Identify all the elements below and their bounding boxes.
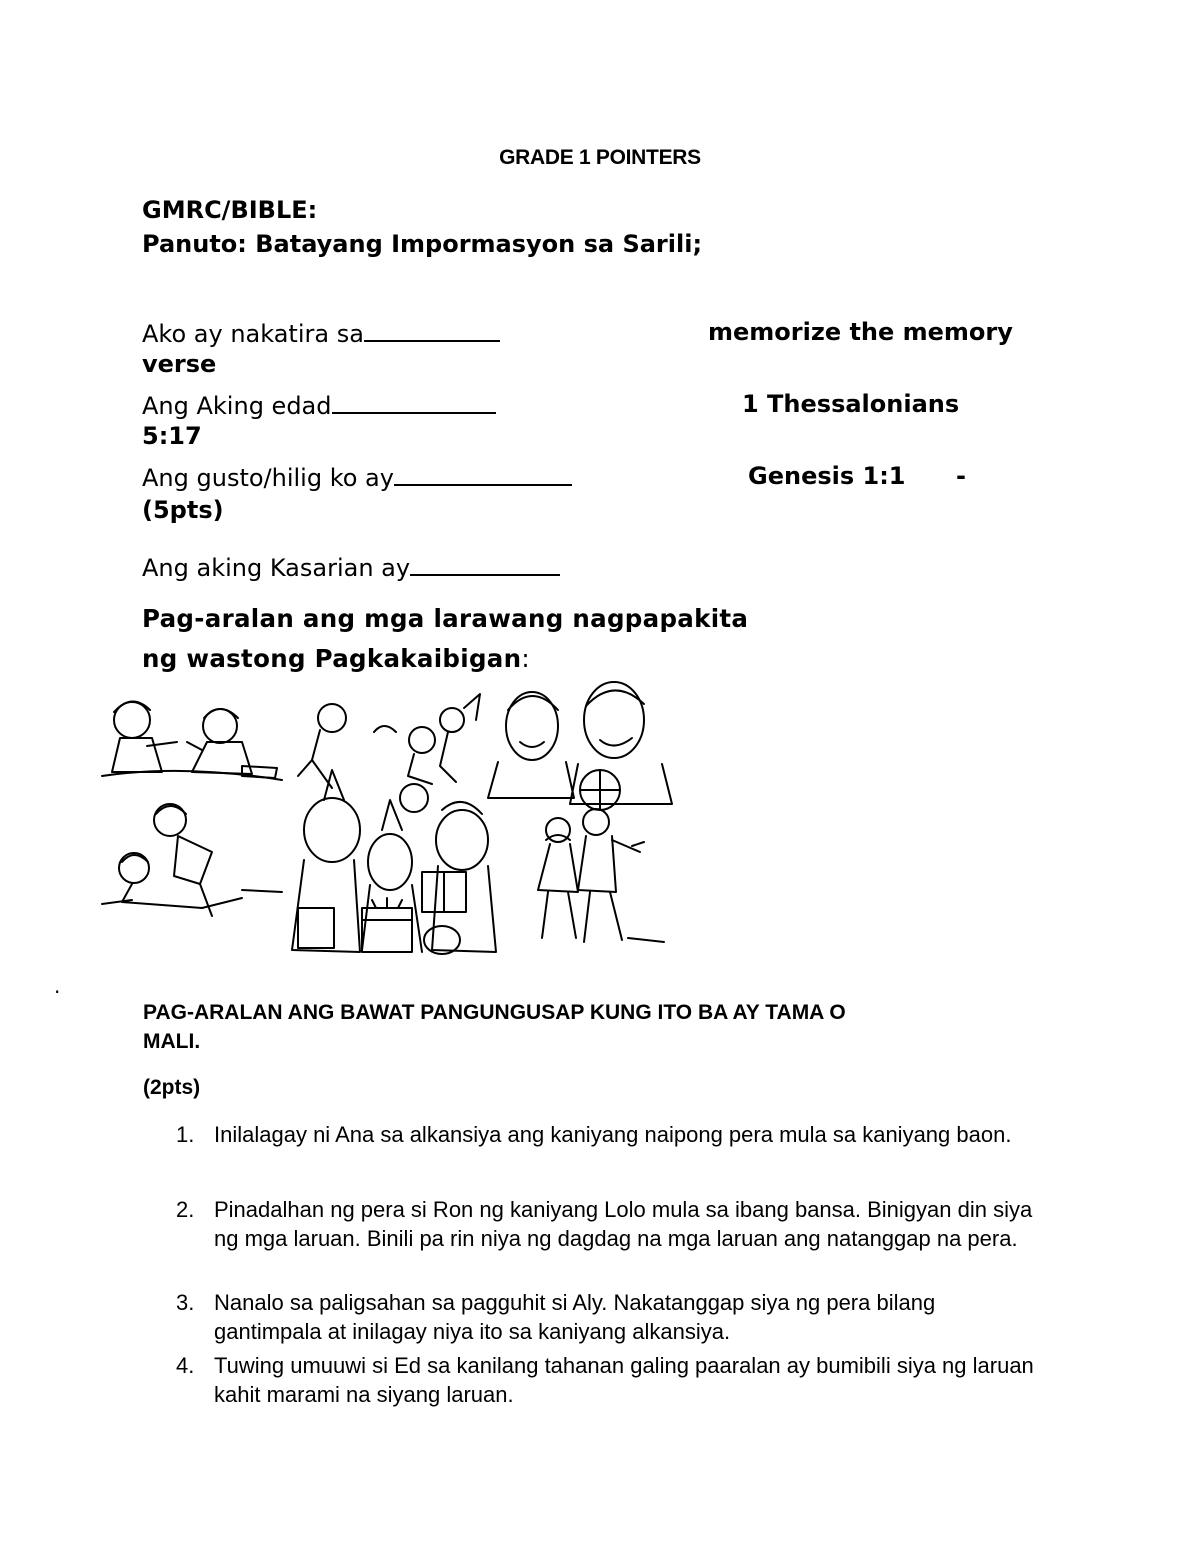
field-label: Ang aking Kasarian ay <box>142 554 411 582</box>
answer-blank[interactable] <box>332 390 496 414</box>
study-heading-colon: : <box>521 644 530 673</box>
field-gender <box>142 552 560 582</box>
section-heading: GMRC/BIBLE: <box>142 196 318 224</box>
item-number: 4. <box>176 1353 195 1378</box>
memory-line3a: Genesis 1:1 <box>748 462 906 490</box>
item-text: Nanalo sa paligsahan sa pagguhit si Aly. Nakatanggap siya ng pera bilang gantimpala at inilagay niya ito sa kaniyang alkansiya. <box>214 1290 936 1344</box>
memory-line2b: 5:17 <box>142 422 202 450</box>
field-label: Ang Aking edad <box>142 392 332 420</box>
item-number: 1. <box>176 1122 195 1147</box>
stray-dot: . <box>54 974 61 998</box>
instruction-heading: Panuto: Batayang Impormasyon sa Sarili; <box>142 230 703 258</box>
list-item <box>176 1195 1076 1285</box>
field-age <box>142 390 496 420</box>
friends-walking-icon <box>538 809 664 942</box>
field-label: Ako ay nakatira sa <box>142 320 364 348</box>
answer-blank[interactable] <box>364 318 500 342</box>
boys-smiling-ball-icon <box>488 682 672 810</box>
study-heading-text: ng wastong Pagkakaibigan <box>142 644 522 673</box>
page-title: GRADE 1 POINTERS <box>499 146 701 169</box>
study-heading-line1: Pag-aralan ang mga larawang nagpapakita <box>142 604 749 633</box>
answer-blank[interactable] <box>410 552 560 576</box>
answer-blank[interactable] <box>394 462 572 486</box>
memory-dash: - <box>956 462 966 490</box>
tama-heading-line2: MALI. <box>143 1030 201 1053</box>
points-label: (2pts) <box>143 1076 201 1099</box>
field-hobby <box>142 462 572 492</box>
list-item <box>176 1351 1076 1411</box>
item-number: 3. <box>176 1290 195 1315</box>
study-heading-line2 <box>142 644 530 673</box>
tama-heading-line1: PAG-ARALAN ANG BAWAT PANGUNGUSAP KUNG ITO BA AY TAMA O <box>143 1001 846 1024</box>
item-text: Tuwing umuuwi si Ed sa kanilang tahanan galing paaralan ay bumibili siya ng laruan kahit marami na siyang laruan. <box>214 1353 1034 1407</box>
list-item <box>176 1120 1076 1180</box>
child-helping-fallen-friend-icon <box>102 804 282 916</box>
memory-line2a: 1 Thessalonians <box>742 390 960 418</box>
list-item <box>176 1288 1076 1348</box>
memory-line1a: memorize the memory <box>708 318 1013 346</box>
field-label: Ang gusto/hilig ko ay <box>142 464 394 492</box>
item-text: Inilalagay ni Ana sa alkansiya ang kaniyang naipong pera mula sa kaniyang baon. <box>214 1122 1012 1147</box>
field-address <box>142 318 500 348</box>
memory-line1b: verse <box>142 350 217 378</box>
birthday-party-cake-icon <box>292 770 496 954</box>
item-text: Pinadalhan ng pera si Ron ng kaniyang Lolo mula sa ibang bansa. Binigyan din siya ng mga laruan. Binili pa rin niya ng dagdag na mga laruan ang natanggap na pera. <box>214 1197 1033 1251</box>
memory-line3b: (5pts) <box>142 496 224 524</box>
illustrations-group <box>92 680 682 972</box>
item-number: 2. <box>176 1197 195 1222</box>
children-sharing-icon <box>102 701 282 780</box>
